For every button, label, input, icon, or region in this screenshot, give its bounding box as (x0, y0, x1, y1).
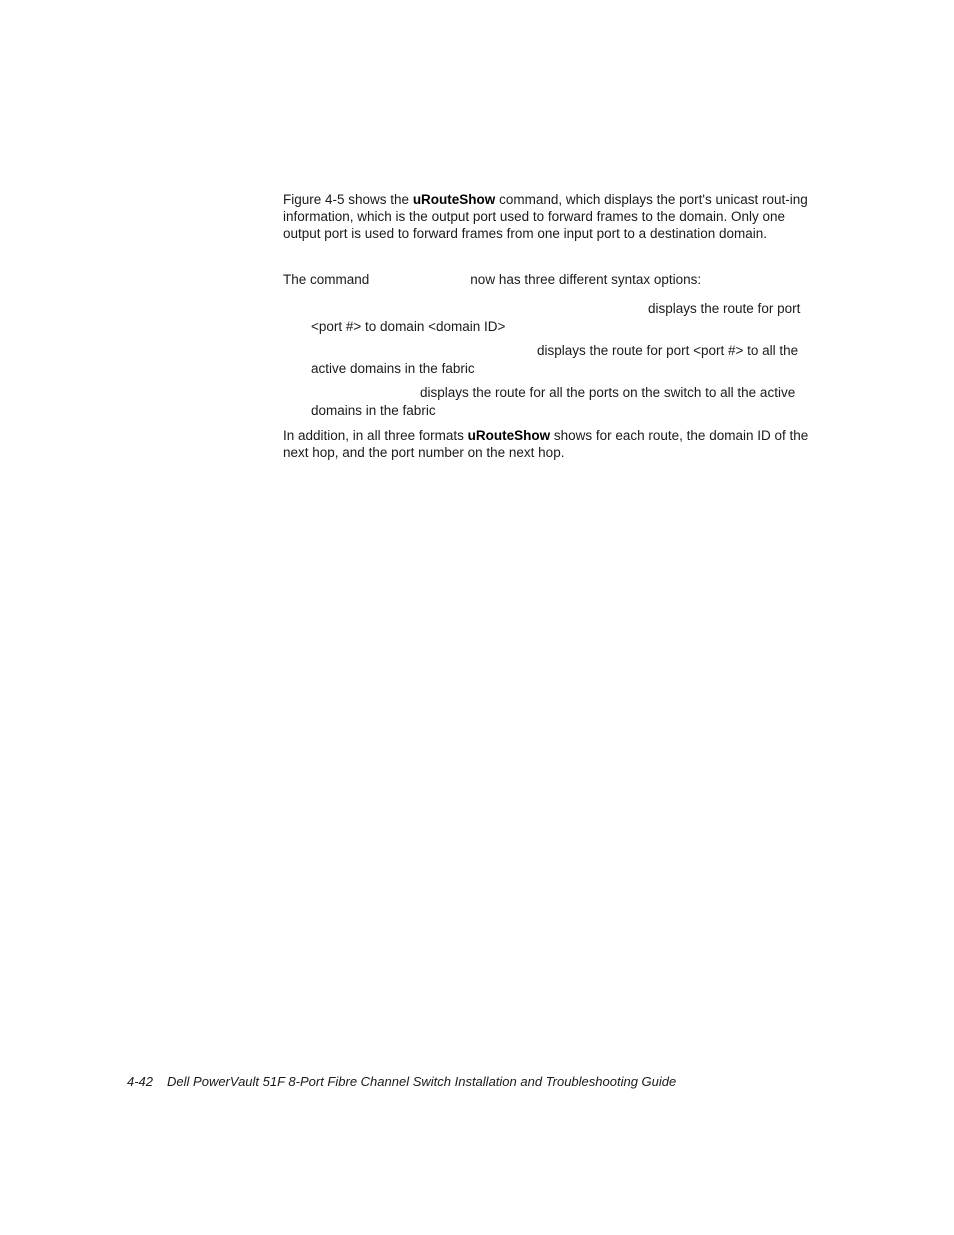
syntax-option-2-line2: active domains in the fabric (311, 360, 475, 376)
intro-text-after: command, which displays the port's unicast rout-ing information, which is the output port used to forward frames to the domain. Only one output port is used to forward frames from one input port to a destination domain. (283, 192, 808, 242)
page-number: 4-42 (127, 1074, 154, 1089)
syntax-intro-after: now has three different syntax options: (470, 272, 702, 287)
syntax-option-3 (311, 384, 817, 419)
paragraph-intro (283, 191, 817, 243)
syntax-option-3-line2: domains in the fabric (311, 402, 436, 418)
syntax-option-1-line2: <port #> to domain <domain ID> (311, 318, 506, 334)
additional-text-before: In addition, in all three formats (283, 428, 468, 443)
paragraph-additional-info (283, 427, 817, 461)
syntax-intro-before: The command (283, 272, 370, 287)
syntax-option-1 (311, 300, 817, 335)
syntax-option-2-line1: displays the route for port <port #> to all the (537, 343, 799, 358)
syntax-option-2 (311, 342, 817, 377)
page-footer (127, 1074, 676, 1089)
command-name-2: uRouteShow (467, 428, 551, 443)
syntax-option-1-line1: displays the route for port (648, 301, 801, 316)
syntax-option-3-line1: displays the route for all the ports on the switch to all the active (420, 385, 796, 400)
intro-text-before: Figure 4-5 shows the (283, 192, 413, 207)
footer-title: Dell PowerVault 51F 8-Port Fibre Channel Switch Installation and Troubleshooting Guide (167, 1074, 677, 1089)
additional-text-after: shows for each route, the domain ID of the next hop, and the port number on the next hop. (283, 428, 809, 461)
command-name: uRouteShow (412, 192, 496, 207)
paragraph-syntax-intro (283, 271, 817, 288)
